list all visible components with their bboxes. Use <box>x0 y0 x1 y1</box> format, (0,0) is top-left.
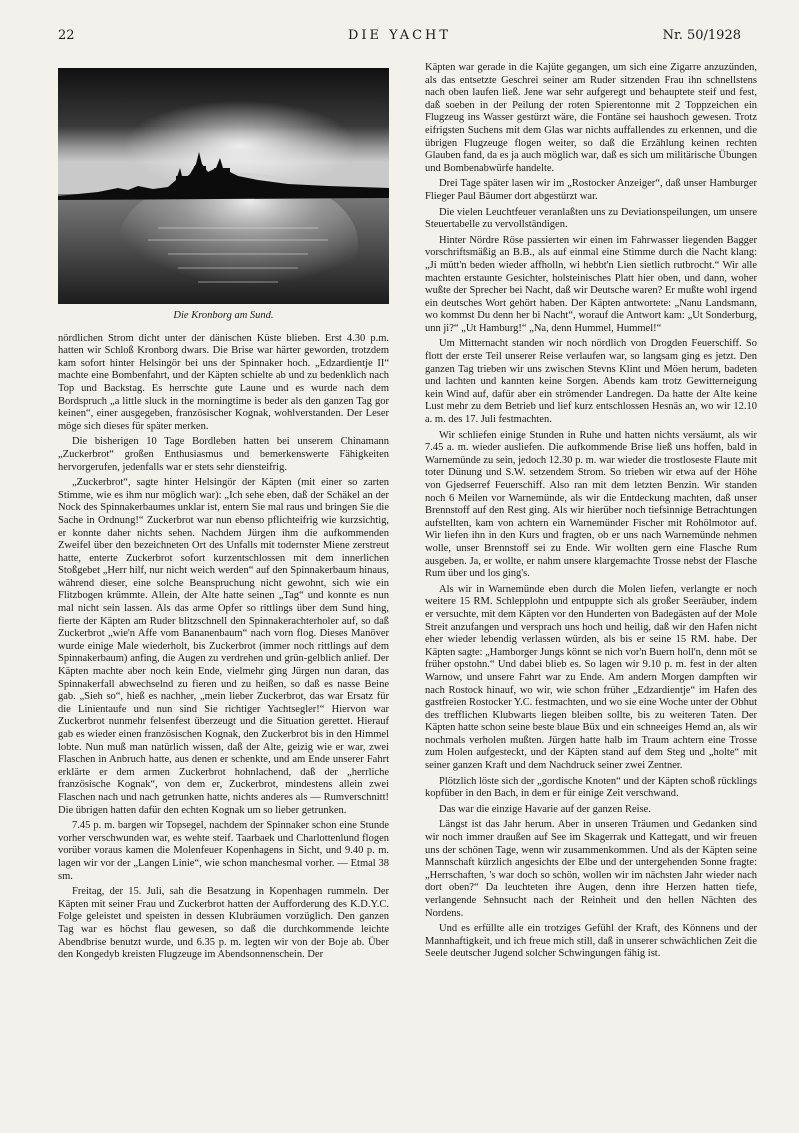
paragraph: Drei Tage später lasen wir im „Rostocker Anzeiger“, daß unser Hamburger Flieger Paul Bäumer dort abgestürzt war. <box>425 178 757 202</box>
paragraph: 7.45 p. m. bargen wir Topsegel, nachdem der Spinnaker schon eine Stunde vorher verschwunden war, es wehte steif. Taarbaek und Charlottenlund flogen vorüber voraus kamen die Molenfeuer Kopenhagens in Sicht, und 9.40 p. m. lagen wir vor der „Langen Linie“, wie schon manchesmal vorher. — Etmal 38 sm. <box>58 820 389 882</box>
paragraph: Als wir in Warnemünde eben durch die Molen liefen, verlangte er noch weitere 15 RM. Schlepplohn und entpuppte sich als großer Seeräuber, indem er versuchte, mit dem Käpten vor den Hunderten von Badegästen auf der Mole Streit anzufangen und versprach uns hoch und heilig, daß wir den Hafen nicht eher wieder lebendig verlassen würden, als bis er seine 15 RM. habe. Der Käpten sagte: „Hamborger Jungs könnt se nich vor'n Buern holl'n, denn möt se früher opstohn.“ Und dabei blieb es. So lagen wir 9.10 p. m. fest in der alten Warnow, und unsere Fahrt war zu Ende. Am andern Morgen dampften wir nach Rostock hinauf, wo wir, wie schon früher „Edzardientje“ im Hafen des gastfreien Rostocker Y.C. festmachten, und wo sie eine Woche unter der Obhut des trefflichen Klubwarts liegen bleiben sollte, bis zu weiteren Taten. Der Käpten hatte schon seine beste blaue Büx und ein schneeiges Hemd an, als wir nochmals verholen mußten. Jürgen hatte halb im Traum achtern eine Trosse zum Holen aufgesteckt, und der Käpten stand auf dem Steg und „holte“ mit seiner ganzen Kraft und dem Nachdruck seiner zwei Zentner. <box>425 583 757 772</box>
paragraph: Die bisherigen 10 Tage Bordleben hatten bei unserem Chinamann „Zuckerbrot“ großen Enthusiasmus und bemerkenswerte Fähigkeiten hervorgerufen, jedenfalls war er stets sehr diensteifrig. <box>58 436 389 473</box>
page-number: 22 <box>58 28 75 43</box>
issue-number: Nr. 50/1928 <box>662 28 741 43</box>
paragraph: Um Mitternacht standen wir noch nördlich von Drogden Feuerschiff. So flott der erste Teil unserer Reise verlaufen war, so langsam ging es jetzt. Den ganzen Tag trieben wir uns zwischen Stevns Klint und Möen herum, badeten und lachten und kannten keine Sorgen. Abends kam trotz Gewitterneigung kein Wind auf, dafür aber ein strömender Landregen. Da hatte der Alte keine Lust mehr zu dem Betrieb und lief kurz entschlossen Hesnäs an, wo wir 12.10 a. m. des 17. Juli festmachten. <box>425 338 757 426</box>
paragraph: Plötzlich löste sich der „gordische Knoten“ und der Käpten schoß rücklings kopfüber in den Bach, in dem er für einige Zeit verschwand. <box>425 775 757 800</box>
paragraph: Hinter Nördre Röse passierten wir einen im Fahrwasser liegenden Bagger vorschriftsmäßig an B.B., als auf einmal eine Stimme durch die Nacht klang: „Ji mütt'n beden wieder affholln, wi hebbt'n Lien sietlich rutbrocht.“ Wir alle machten erstaunte Gesichter, holsteinisches Platt hier oben, und dann, woher wußte der Sprecher bei Nacht, daß wir Deutsche waren? Er mußte wohl irgend ein deutsches Wort gehört haben. Der Käpten antwortete: „Nanu Landsmann, wo kommst Du denn her bi Nacht“, worauf die Antwort kam: „Ut Sonderburg, unn ji?“ „Ut Hamburg!“ „Na, denn Hummel, Hummel!“ <box>425 234 757 334</box>
paragraph: Freitag, der 15. Juli, sah die Besatzung in Kopenhagen rummeln. Der Käpten mit seiner Frau und Zuckerbrot hatten der Aufforderung des K.D.Y.C. Folge geleistet und speisten in dessen Klubräumen vorzüglich. Den ganzen Tag war es höchst flau gewesen, so daß die durchkommende leichte Abendbrise benutzt wurde, und 6.35 p. m. legten wir von der Boje ab. Über den Kongedyb kreisten Flugzeuge im Abendsonnenschein. Der <box>58 886 389 961</box>
right-column <box>425 62 757 964</box>
paragraph: Wir schliefen einige Stunden in Ruhe und hatten nichts versäumt, als wir 7.45 a. m. wieder ausliefen. Die aufkommende Brise ließ uns hoffen, bald in Warnemünde zu sein, jedoch 12.30 p. m. war wieder die trostloseste Flaute mit toter Dünung und S.W. setzendem Strom. So trieben wir etwa auf der Höhe von Gjedserref Feuerschiff. Also ran mit dem letzten Benzin. Wir standen noch 6 Meilen vor Warnemünde, als wir die Entdeckung machten, daß unser Brennstoff auf den Rest ging. Als wir hierüber noch tiefsinnige Betrachtungen aufstellten, kam von achtern ein Warnemünder Fischer mit Rohölmotor auf. Wir liefen ihn in den Kurs und fragten, ob er uns nach Warnemünde nehmen wolle, unser Brennstoff sei zu Ende. Wir wollten gern eine Flasche Rum ausgeben. Ja, er wollte, er nahm unsere klargemachte Trosse nebst der Flasche Rum über und los ging's. <box>425 429 757 580</box>
left-column <box>58 68 389 965</box>
kronborg-photo <box>58 68 389 304</box>
journal-title: DIE YACHT <box>347 28 452 43</box>
photo-caption: Die Kronborg am Sund. <box>173 310 274 321</box>
page-header <box>58 28 741 46</box>
paragraph: Und es erfüllte alle ein trotziges Gefühl der Kraft, des Könnens und der Mannhaftigkeit, und ich freue mich still, daß in unserer schwächlichen Zeit die Seele deutscher Jugend solcher Schwingungen fähig ist. <box>425 923 757 960</box>
paragraph: Das war die einzige Havarie auf der ganzen Reise. <box>439 803 651 815</box>
paragraph: nördlichen Strom dicht unter der dänischen Küste blieben. Erst 4.30 p.m. hatten wir Schloß Kronborg dwars. Die Brise war härter geworden, trotzdem kam sofort hinter Helsingör bei uns der Spinnaker hoch. „Edzardientje II“ machte eine Bombenfahrt, und der Käpten schielte ab und zu bedenklich nach Top und Backstag. Es herrschte gute Laune und es wurde nach dem Bordspruch „a little sluck in the morningtime is beder als den ganzen Tag gor keinen“, einer ausgegeben, französischer Kognak, wohlverstanden. Der Leser möge sich dieses für später merken. <box>58 332 389 432</box>
paragraph: „Zuckerbrot“, sagte hinter Helsingör der Käpten (mit einer so zarten Stimme, wie es ihm nur möglich war): „Ich sehe eben, daß der Schäkel an der Nock des Spinnakerbaumes unklar ist, entern Sie mal raus und bringen Sie die Sache in Ordnung!“ Zuckerbrot war nun ebenso pflichteifrig wie kurzsichtig, er konnte daher nichts sehen. Nachdem Jürgen ihm die aufkommenden Zweifel über den bezeichneten Ort des Unfalls mit todernster Miene zerstreut hatte, enterte Zuckerbrot sofort kurzentschlossen mit dem innerlichen Stoßgebet „Herr hilf, nur nicht weich werden“ auf den Spinnakerbaum hinaus, während dieser, eine solche Beanspruchung nicht gewohnt, sich wie ein Flitzbogen krümmte. Allein, der Alte hatte seinen „Tag“ und konnte es nun mal nicht sein lassen. Als das arme Opfer so rittlings über dem Sund hing, fierte der Käpten am Ruder blitzschnell den Spinnakerachterholer auf, so daß Zuckerbrot „wie'n Affe vom Bananenbaum“ nach vorn flog. Dieses Manöver wurde einige Male wiederholt, bis Zuckerbrot (immer noch rittlings auf dem Spinnakerbaum) anfing, die Augen zu verdrehen und grün-gelblich anlief. Der Käpten machte aber noch kein Ende, vielmehr ging Jürgen nun daran, das Spinnakerfall abwechselnd zu fieren und zu heißen, so daß es nasse Beine gab. „Sieh so“, hieß es nachher, „mein lieber Zuckerbrot, das war Ersatz für die Linientaufe und nun sind Sie richtiger Yachtsegler!“ Hiervon war Zuckerbrot nunmehr felsenfest überzeugt und die Situation gerettet. Hierauf gab es wieder einen französischen Kognak, den Zuckerbrot bis in den Himmel lobte. Nun muß man natürlich wissen, daß der Alte, geizig wie er war, zwei Flaschen in Anbruch hatte, aus denen er schenkte, und am Ende unserer Fahrt erklärte er dem armen Zuckerbrot hohnlachend, daß der „herrliche französische Kognak“, von dem er, Zuckerbrot, mindestens allein zwei Flaschen nach und nach getrunken hatte, nichts anderes als — Rumverschnitt! Die übrigen hatten dafür den echten Kognak um so lieber getrunken. <box>58 477 389 816</box>
paragraph: Die vielen Leuchtfeuer veranlaßten uns zu Deviationspeilungen, um unsere Steuertabelle zu vervollständigen. <box>425 206 757 231</box>
paragraph: Längst ist das Jahr herum. Aber in unseren Träumen und Gedanken sind wir noch immer draußen auf See im Skagerrak und Kattegatt, und wir freuen uns der schönen Tage, wenn wir zusammenkommen. Und als der Käpten seine Mannschaft kürzlich angesichts der Elbe und der untergehenden Sonne fragte: „Herrschaften, 's war doch so schön, wollen wir im nächsten Jahr wieder nach dort oben?“ Da leuchteten ihre Augen, denn ihre Herzen hatten tiefe, verlangende Sehnsucht nach der Reinheit und den hellen Nächten des Nordens. <box>425 819 757 919</box>
paragraph: Käpten war gerade in die Kajüte gegangen, um sich eine Zigarre anzuzünden, als das entsetzte Geschrei seiner am Ruder sitzenden Frau ihn schnellstens nach oben laufen ließ. Jene war sehr aufgeregt und behauptete steif und fest, daß soeben in der Peilung der roten Spierentonne mit 2 Toppzeichen ein Flugzeug ins Wasser gestürzt wäre, die Fontäne sei haushoch gewesen. Trotz eifrigsten Suchens mit dem Glas war nichts auffallendes zu erkennen, und die übrigen Flugzeuge flogen weiter, so daß die Erzählung keinen rechten Glauben fand, da es ja auch möglich war, daß es sich um militärische Übungen und Bombenabwürfe handelte. <box>425 62 757 174</box>
